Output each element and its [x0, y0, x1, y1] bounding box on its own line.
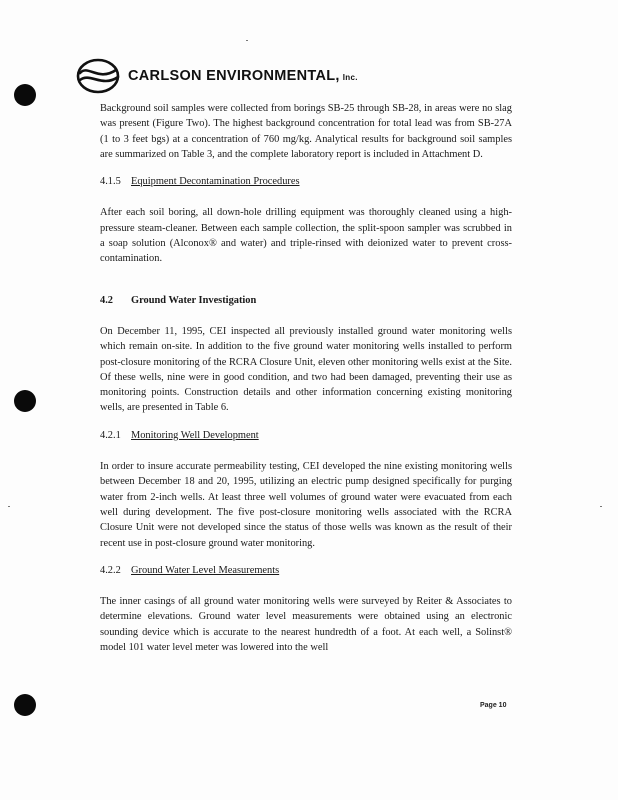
company-name: CARLSON ENVIRONMENTAL, Inc.: [128, 68, 358, 84]
company-logo-icon: [74, 56, 124, 96]
letterhead: [74, 56, 434, 96]
paragraph-decontamination: After each soil boring, all down-hole drilling equipment was thoroughly cleaned using a high-pressure steam-cleaner. Between each sample collection, the split-spoon sampler was scrubbed in a soap solution (Alconox® and water) and triple-rinsed with deionized water to prevent cross-contamination.: [100, 207, 512, 265]
heading-4-1-5: 4.1.5 Equipment Decontamination Procedures: [100, 176, 300, 188]
page-number: Page 10: [480, 702, 507, 709]
binder-hole-top: [14, 84, 36, 106]
document-body: [100, 101, 512, 655]
company-suffix: Inc.: [342, 73, 358, 82]
binder-hole-bottom: [14, 694, 36, 716]
heading-4-2-2: 4.2.2 Ground Water Level Measurements: [100, 564, 280, 576]
scan-speck: [8, 506, 10, 507]
scan-speck: [600, 506, 602, 507]
binder-hole-middle: [14, 390, 36, 412]
paragraph-water-level-measurements: The inner casings of all ground water monitoring wells were surveyed by Reiter & Associates to determine elevations. Ground water level measurements were obtained using an electronic sounding device which is accurate to the nearest hundredth of a foot. At each well, a Solinst® model 101 water level meter was lowered into the well: [100, 596, 512, 654]
paragraph-ground-water-investigation: On December 11, 1995, CEI inspected all previously installed ground water monitoring wells which remain on-site. In addition to the five ground water monitoring wells installed to perform post-closure monitoring of the RCRA Closure Unit, eleven other monitoring wells exist at the Site. Of these wells, nine were in good condition, and two had been damaged, preventing their use as monitoring points. Construction details and other information concerning existing monitoring wells, are presented in Table 6.: [100, 325, 512, 414]
scan-speck: [246, 40, 248, 41]
paragraph-background-samples: Background soil samples were collected from borings SB-25 through SB-28, in areas were no slag was present (Figure Two). The highest background concentration for total lead was from SB-27A (1 to 3 feet bgs) at a concentration of 760 mg/kg. Analytical results for background soil samples are summarized on Table 3, and the complete laboratory report is included in Attachment D.: [100, 103, 512, 160]
paragraph-well-development: In order to insure accurate permeability testing, CEI developed the nine existing monitoring wells between December 18 and 20, 1995, utilizing an electric pump designed specifically for purging water from 2-inch wells. At least three well volumes of ground water were evacuated from each well during development. The five post-closure monitoring wells associated with the RCRA Closure Unit were not developed since the status of those wells was known as the result of their recent use in post-closure ground water monitoring.: [100, 461, 512, 549]
heading-4-2: 4.2 Ground Water Investigation: [100, 294, 257, 306]
heading-4-2-1: 4.2.1 Monitoring Well Development: [100, 429, 259, 441]
